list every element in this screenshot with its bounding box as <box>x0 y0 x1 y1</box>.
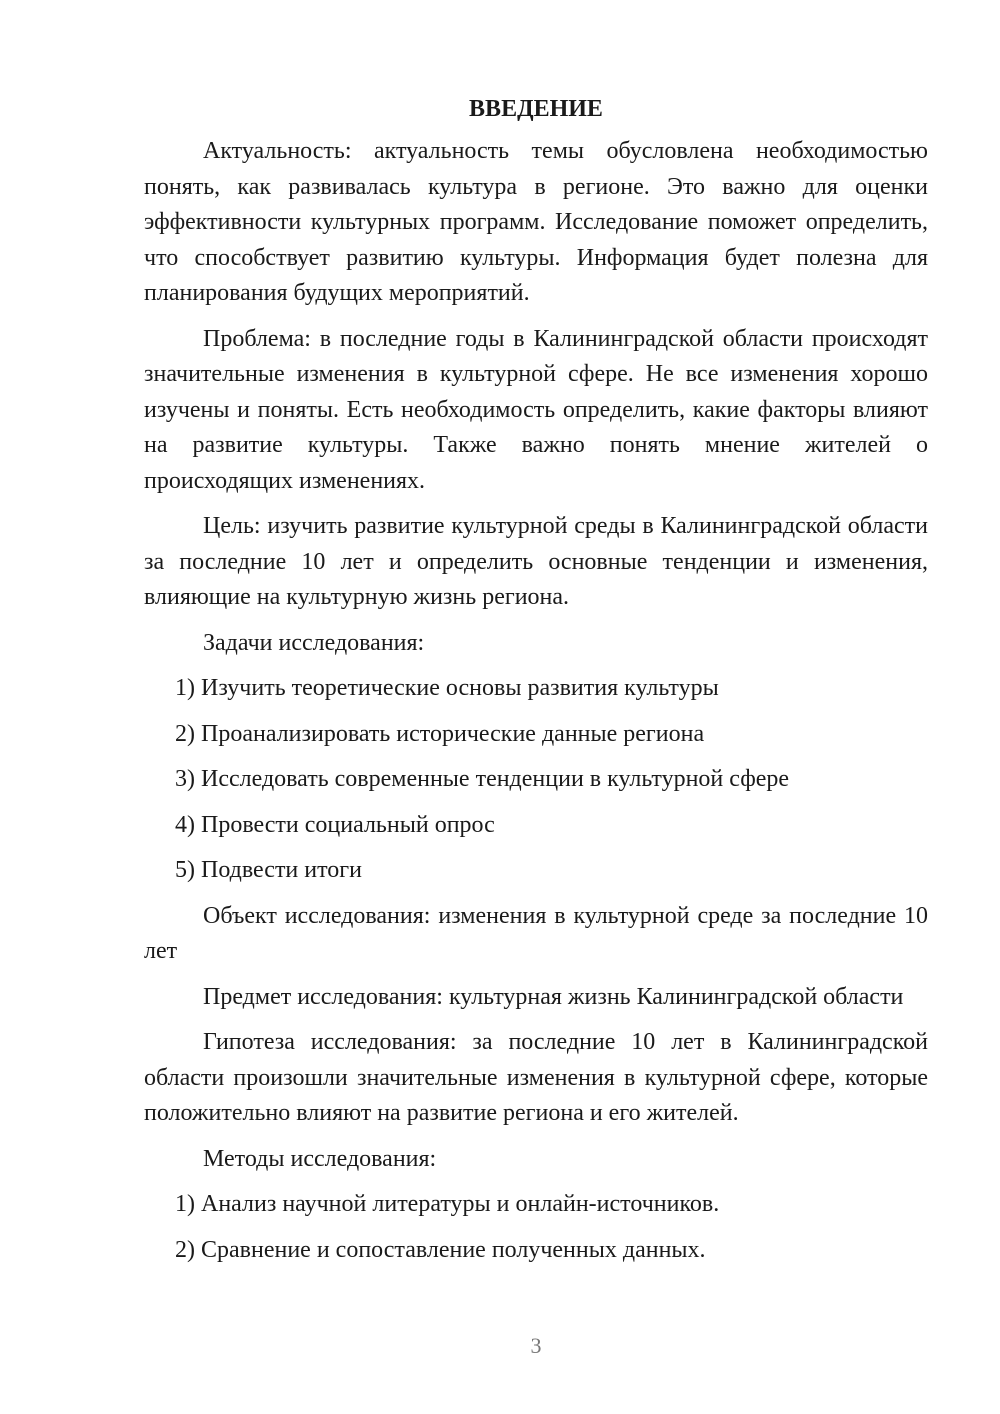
list-item: 4) Провести социальный опрос <box>175 811 495 838</box>
page-content <box>144 94 928 1278</box>
list-item: 3) Исследовать современные тенденции в культурной сфере <box>175 766 790 792</box>
paragraph-object: Объект исследования: изменения в культурной среде за последние 10 лет <box>144 902 928 964</box>
methods-label: Методы исследования: <box>203 1145 437 1172</box>
tasks-label: Задачи исследования: <box>203 629 425 656</box>
list-item: 1) Изучить теоретические основы развития культуры <box>175 675 719 701</box>
list-item: 5) Подвести итоги <box>175 857 362 883</box>
paragraph-relevance: Актуальность: актуальность темы обусловлена необходимостью понять, как развивалась культура в регионе. Это важно для оценки эффективности культурных программ. Исследование поможет определить, что способствует развитию культуры. Информация будет полезна для планирования будущих мероприятий. <box>144 138 928 306</box>
list-item: 2) Проанализировать исторические данные региона <box>175 720 705 747</box>
paragraph-hypothesis: Гипотеза исследования: за последние 10 лет в Калининградской области произошли значительные изменения в культурной сфере, которые положительно влияют на развитие региона и его жителей. <box>144 1029 928 1126</box>
list-item: 2) Сравнение и сопоставление полученных данных. <box>175 1236 706 1263</box>
list-item: 1) Анализ научной литературы и онлайн-источников. <box>175 1191 720 1217</box>
paragraph-problem: Проблема: в последние годы в Калининградской области происходят значительные изменения в культурной сфере. Не все изменения хорошо изучены и поняты. Есть необходимость определить, какие факторы влияют на развитие культуры. Также важно понять мнение жителей о происходящих изменениях. <box>144 325 928 494</box>
paragraph-goal: Цель: изучить развитие культурной среды в Калининградской области за последние 10 лет и определить основные тенденции и изменения, влияющие на культурную жизнь региона. <box>144 513 928 610</box>
section-heading: ВВЕДЕНИЕ <box>469 96 603 122</box>
paragraph-subject: Предмет исследования: культурная жизнь Калининградской области <box>203 983 904 1010</box>
page-number: 3 <box>530 1333 542 1358</box>
